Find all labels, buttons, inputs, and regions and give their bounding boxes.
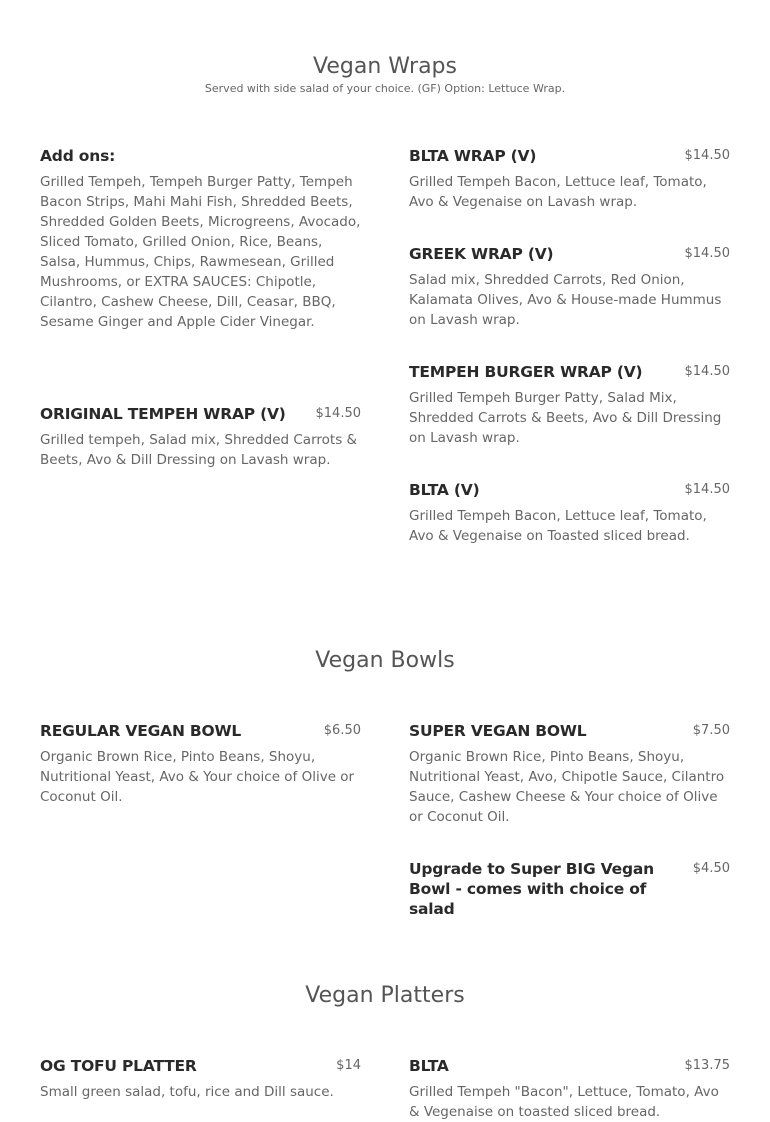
item-name: REGULAR VEGAN BOWL: [40, 722, 242, 740]
item-name: GREEK WRAP (V): [409, 245, 554, 263]
item-price: $14.50: [684, 148, 730, 163]
item-price: $14.50: [684, 364, 730, 379]
section-title-bowls: Vegan Bowls: [315, 648, 455, 673]
item-price: $13.75: [684, 1058, 730, 1073]
item-description: Small green salad, tofu, rice and Dill sauce.: [40, 1084, 334, 1100]
menu-item-super-vegan-bowl: [409, 721, 730, 827]
item-price: $4.50: [692, 861, 730, 876]
menu-item-blta-platter: [409, 1056, 730, 1122]
item-price: $14.50: [684, 246, 730, 261]
item-price: $6.50: [323, 723, 361, 738]
item-name: TEMPEH BURGER WRAP (V): [409, 363, 643, 381]
menu-item-original-tempeh-wrap: [40, 404, 361, 470]
item-price: $14.50: [684, 482, 730, 497]
section-subtitle-wraps: Served with side salad of your choice. (GF) Option: Lettuce Wrap.: [204, 82, 566, 95]
section-title-platters: Vegan Platters: [305, 983, 465, 1008]
menu-item-upgrade-big-bowl: [409, 859, 730, 919]
item-description: Organic Brown Rice, Pinto Beans, Shoyu, Nutritional Yeast, Avo, Chipotle Sauce, Cilantro Sauce, Cashew Cheese & Your choice of Olive or Coconut Oil.: [409, 749, 725, 825]
item-name: ORIGINAL TEMPEH WRAP (V): [40, 405, 286, 423]
menu-item-regular-vegan-bowl: [40, 721, 361, 807]
item-name: SUPER VEGAN BOWL: [409, 722, 587, 740]
item-description: Grilled Tempeh, Tempeh Burger Patty, Tempeh Bacon Strips, Mahi Mahi Fish, Shredded Beets, Shredded Golden Beets, Microgreens, Avocado, Sliced Tomato, Grilled Onion, Rice, Beans, Salsa, Hummus, Chips, Rawmesean, Grilled Mushrooms, or EXTRA SAUCES: Chipotle, Cilantro, Cashew Cheese, Dill, Ceasar, BBQ, Sesame Ginger and Apple Cider Vinegar.: [40, 174, 361, 330]
item-price: $14.50: [315, 406, 361, 421]
menu-item-og-tofu-platter: [40, 1056, 361, 1102]
item-description: Salad mix, Shredded Carrots, Red Onion, Kalamata Olives, Avo & House-made Hummus on Lavash wrap.: [409, 272, 722, 328]
menu-item-tempeh-burger-wrap: [409, 362, 730, 448]
menu-item-greek-wrap: [409, 244, 730, 330]
item-name: Add ons:: [40, 147, 116, 165]
item-description: Grilled Tempeh "Bacon", Lettuce, Tomato, Avo & Vegenaise on toasted sliced bread.: [409, 1084, 719, 1120]
item-description: Grilled Tempeh Bacon, Lettuce leaf, Tomato, Avo & Vegenaise on Lavash wrap.: [409, 174, 707, 210]
menu-item-blta-wrap: [409, 146, 730, 212]
item-price: $14: [336, 1058, 361, 1073]
item-name: BLTA: [409, 1057, 449, 1075]
menu-item-addons: [40, 146, 361, 332]
item-name: BLTA (V): [409, 481, 480, 499]
item-name: OG TOFU PLATTER: [40, 1057, 197, 1075]
item-description: Organic Brown Rice, Pinto Beans, Shoyu, Nutritional Yeast, Avo & Your choice of Olive or Coconut Oil.: [40, 749, 355, 805]
section-title-wraps: Vegan Wraps: [313, 54, 457, 79]
item-name: BLTA WRAP (V): [409, 147, 537, 165]
item-description: Grilled tempeh, Salad mix, Shredded Carrots & Beets, Avo & Dill Dressing on Lavash wrap.: [40, 432, 358, 468]
item-price: $7.50: [692, 723, 730, 738]
item-name: Upgrade to Super BIG Vegan Bowl - comes with choice of salad: [409, 860, 654, 918]
item-description: Grilled Tempeh Bacon, Lettuce leaf, Tomato, Avo & Vegenaise on Toasted sliced bread.: [409, 508, 707, 544]
item-description: Grilled Tempeh Burger Patty, Salad Mix, Shredded Carrots & Beets, Avo & Dill Dressing on Lavash wrap.: [409, 390, 722, 446]
menu-item-blta: [409, 480, 730, 546]
